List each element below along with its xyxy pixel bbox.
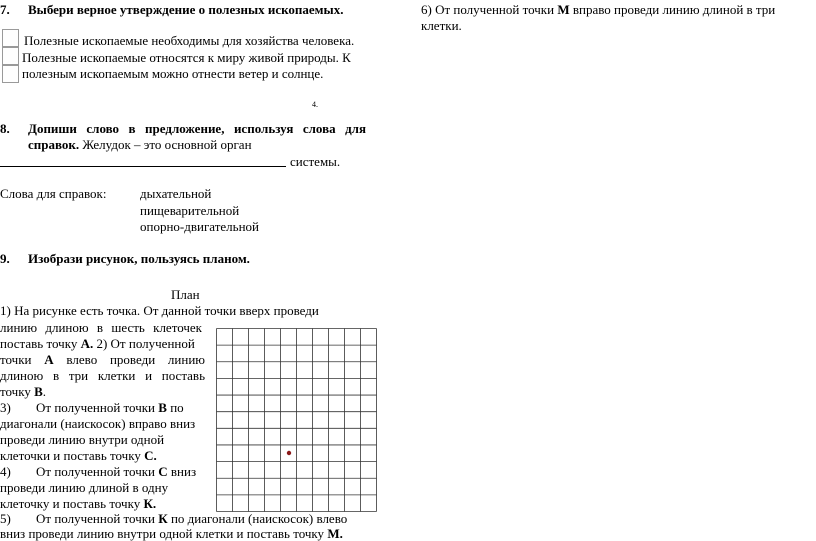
point-b-label: В — [34, 384, 43, 399]
q9-plan-title: План — [171, 287, 200, 302]
page-mark: 4. — [312, 100, 318, 109]
q9-step1-b: линию длиною в шесть клеточек — [0, 320, 202, 335]
q8-hint-1: дыхательной — [140, 186, 212, 201]
q9-step3-a-pre: От полученной точки — [36, 400, 159, 415]
q9-step5-b-pre: вниз проведи линию внутри одной клетки и поставь точку — [0, 526, 328, 541]
q9-step1-c — [0, 336, 195, 351]
q7-checkbox-3[interactable] — [2, 65, 19, 83]
q9-step4-c — [0, 496, 156, 511]
q7-option-1: Полезные ископаемые необходимы для хозяйства человека. — [24, 33, 355, 48]
q9-step6-b: клетки. — [421, 18, 462, 33]
point-b-ref: В — [158, 400, 167, 415]
point-k-label: К. — [143, 496, 157, 511]
q9-step5-a-pre: От полученной точки — [36, 511, 159, 526]
q9-step1-c-post: 2) От полученной — [93, 336, 195, 351]
q9-title: Изобрази рисунок, пользуясь планом. — [28, 251, 250, 266]
point-a-ref: А — [44, 352, 54, 367]
q9-step4-a-pre: От полученной точки — [36, 464, 159, 479]
q9-step5-a — [36, 511, 347, 526]
q8-blank-suffix: системы. — [290, 154, 341, 169]
q9-step5-num: 5) — [0, 511, 11, 526]
q9-step4-c-pre: клеточку и поставь точку — [0, 496, 144, 511]
q9-step3-num: 3) — [0, 400, 11, 415]
q9-step1-c-pre: поставь точку — [0, 336, 81, 351]
q8-title-bold: справок. — [28, 137, 80, 152]
grid-lines — [217, 329, 377, 512]
drawing-grid[interactable] — [216, 328, 377, 512]
point-a-label: А. — [80, 336, 94, 351]
point-m-ref: М — [557, 2, 570, 17]
q7-checkbox-2[interactable] — [2, 47, 19, 65]
q8-hints-label: Слова для справок: — [0, 186, 107, 201]
q9-step3-a-post: по — [166, 400, 184, 415]
q8-hint-3: опорно-двигательной — [140, 219, 259, 234]
point-c-label: С. — [144, 448, 157, 463]
q9-step4-a-post: вниз — [167, 464, 197, 479]
q9-step6-pre: 6) От полученной точки — [421, 2, 558, 17]
q9-step3-d — [0, 448, 157, 463]
q7-checkbox-1[interactable] — [2, 29, 19, 47]
q9-step6-post: вправо проведи линию длиной в три — [569, 2, 776, 17]
q9-step4-b: проведи линию длиной в одну — [0, 480, 169, 495]
q9-step3-d-pre: клеточки и поставь точку — [0, 448, 145, 463]
q9-step3-b: диагонали (наискосок) вправо вниз — [0, 416, 196, 431]
q9-step5-a-post: по диагонали (наискосок) влево — [167, 511, 348, 526]
q8-hint-2: пищеварительной — [140, 203, 240, 218]
q9-step2-b: длиною в три клетки и поставь — [0, 368, 205, 383]
q8-number: 8. — [0, 121, 10, 136]
q9-step6-a — [421, 2, 775, 17]
q9-step2-c — [0, 384, 46, 399]
q8-answer-blank[interactable] — [0, 166, 286, 167]
q7-option-3: полезным ископаемым можно отнести ветер и солнце. — [22, 66, 324, 81]
q9-step2-c-post: . — [42, 384, 47, 399]
q7-option-2: Полезные ископаемые относятся к миру живой природы. К — [22, 50, 351, 65]
q9-step2-a — [0, 352, 205, 367]
point-k-ref: К — [158, 511, 168, 526]
start-point-dot — [287, 451, 291, 455]
q9-step3-a — [36, 400, 184, 415]
q9-step1-a: 1) На рисунке есть точка. От данной точки вверх проведи — [0, 303, 319, 318]
q7-title: Выбери верное утверждение о полезных ископаемых. — [28, 2, 344, 17]
q9-step2-c-pre: точку — [0, 384, 35, 399]
q9-step3-c: проведи линию внутри одной — [0, 432, 165, 447]
q9-step4-num: 4) — [0, 464, 11, 479]
q9-number: 9. — [0, 251, 10, 266]
q9-step5-b — [0, 526, 343, 541]
q9-step2-a-pre: точки — [0, 352, 45, 367]
q7-number: 7. — [0, 2, 10, 17]
q8-title-rest: Желудок – это основной орган — [79, 137, 252, 152]
q9-step4-a — [36, 464, 196, 479]
q8-title-line2 — [28, 137, 252, 152]
point-m-label: М. — [327, 526, 343, 541]
point-c-ref: С — [158, 464, 168, 479]
q9-step2-a-post: влево проведи линию — [53, 352, 205, 367]
q8-title-line1: Допиши слово в предложение, используя слова для — [28, 121, 366, 136]
